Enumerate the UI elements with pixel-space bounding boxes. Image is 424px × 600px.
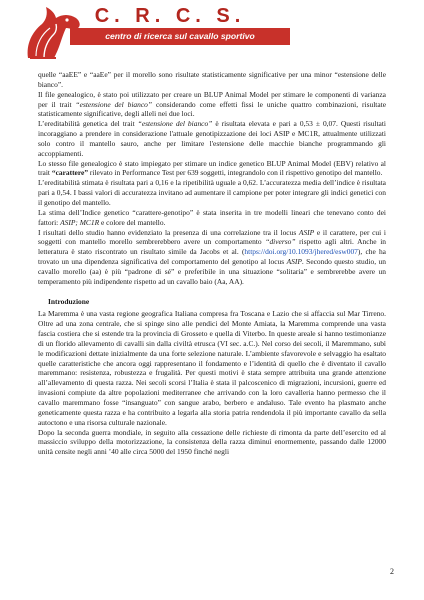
text-run: considerando come effetti fissi le uniche quattro combinazioni, risultate statisticamente significative, degli alleli nei due loci. bbox=[38, 99, 386, 119]
text-run: “carattere” bbox=[51, 168, 89, 178]
section-heading bbox=[48, 297, 386, 307]
text-run: . Secondo questo studio, un cavallo morello (aa) è più “padrone di sé” e preferibile in una situazione “solitaria” e sembrerebbe avere un temperamento più indipendente rispetto ad un cavallo baio (Aa, AA). bbox=[38, 257, 386, 286]
doi-link[interactable]: https://doi.org/10.1093/jhered/esw007 bbox=[244, 247, 358, 257]
text-run: e il carattere, per cui i soggetti con mantello morello sembrerebbero avere un comportamento bbox=[38, 227, 386, 247]
text-run: ), che ha trovato un una dipendenza significativa del comportamento del genotipo al locus bbox=[38, 247, 386, 267]
text-run: rispetto agli altri. Anche in letteratura è stato riscontrato un risultato simile da Jacobs et al. ( bbox=[38, 237, 386, 257]
text-run: “estensione del bianco” bbox=[75, 99, 153, 109]
body-paragraph bbox=[38, 208, 386, 228]
text-run: e colore del mantello. bbox=[99, 217, 166, 227]
text-run: ASIP; MC1R bbox=[60, 217, 100, 227]
body-paragraph bbox=[38, 90, 386, 120]
text-run: Lo stesso file genealogico è stato impiegato per stimare un indice genetico BLUP Animal Model (EBV) relativo al trait bbox=[38, 158, 386, 178]
page-number: 2 bbox=[390, 567, 394, 576]
body-paragraph bbox=[38, 228, 386, 287]
text-run: L’ereditabilità stimata è risultata pari a 0,16 e la ripetibilità uguale a 0,62. L’accuratezza media dell’indice è risultata pari a 0,54. I bassi valori di accuratezza invitano ad aumentare il campione per poter integrare gli indici genetici con il genotipo del mantello. bbox=[38, 178, 386, 207]
text-run: La Maremma è una vasta regione geografica Italiana compresa fra Toscana e Lazio che si affaccia sul Mar Tirreno. Oltre ad una zona centrale, che si spinge sino alle pendici del Monte Amiata, la Maremma comprende una vasta fascia costiera che si estende tra la provincia di Grosseto e quella di Viterbo. In queste areale si hanno testimonianze di un florido allevamento di cavalli sin dalla civiltà etrusca (VI sec. a.C.). Nel corso dei secoli, il Maremmano, subì le modificazioni dettate inizialmente da una forte selezione naturale. L’ambiente sfavorevole e selvaggio ha esaltato quelle caratteristiche che ancora oggi rappresentano il fondamento e l’identità di quello che è diventato il cavallo maremmano: resistenza, robustezza e frugalità. Per questi motivi è stata sempre attribuita una grande attenzione all’allevamento di questa razza. Nei secoli scorsi l’Italia è stata il palcoscenico di migrazioni, incursioni, guerre ed invasioni compiute da altre popolazioni mediterranee che arrivando con la loro cavalleria hanno permesso che il cavallo maremmano fosse “insanguato” con sangue arabo, berbero e andaluso. Tale evento ha plasmato anche geneticamente questa razza e ha contribuito a legarla alla storia patria rendendola il più importante cavallo da sella autoctono e una risorsa culturale nazionale. bbox=[38, 309, 386, 427]
text-run: ASIP bbox=[298, 227, 315, 237]
body-paragraph bbox=[38, 70, 386, 90]
page-header bbox=[22, 4, 402, 62]
text-run: Introduzione bbox=[48, 296, 90, 306]
text-run: “estensione del bianco” bbox=[137, 119, 213, 129]
text-run: è risultata elevata e pari a 0,53 ± 0,07. Questi risultati incoraggiano a prendere in considerazione l'attuale genotipizzazione dei loci ASIP e MC1R, attualmente utilizzati solo contro il mantello sauro, anche per limitare l'estensione delle macchie bianche programmando gli accoppiamenti. bbox=[38, 119, 386, 158]
text-run: Il file genealogico, è stato poi utilizzato per creare un BLUP Animal Model per stimare le componenti di varianza per il trait bbox=[38, 89, 386, 109]
text-run: “diverso” bbox=[265, 237, 296, 247]
body-paragraph bbox=[38, 309, 386, 427]
document-body bbox=[38, 70, 386, 457]
text-run: quelle “aaEE” e “aaEe” per il morello sono risultate statisticamente significative per una minor “estensione delle bianco”. bbox=[38, 70, 386, 89]
brand-subtitle: centro di ricerca sul cavallo sportivo bbox=[70, 28, 290, 45]
text-run: rilevato in Performance Test per 639 soggetti, integrandolo con il rispettivo genotipo del mantello. bbox=[88, 168, 383, 178]
body-paragraph bbox=[38, 178, 386, 208]
text-run: I risultati dello studio hanno evidenziato la presenza di una correlazione tra il locus bbox=[38, 227, 299, 237]
brand-title: C. R. C. S. bbox=[94, 5, 246, 27]
body-paragraph bbox=[38, 119, 386, 158]
text-run: ASIP bbox=[286, 257, 302, 267]
body-paragraph bbox=[38, 428, 386, 458]
body-paragraph bbox=[38, 159, 386, 179]
text-run: Dopo la seconda guerra mondiale, in seguito alla cessazione delle richieste di rimonta da parte dell’esercito ed al massiccio sviluppo della motorizzazione, la consistenza della razza diminuì enormemente, passando dalle 12000 unità censite negli anni ’40 alle circa 5000 del 1950 finché negli bbox=[38, 427, 386, 457]
text-run: La stima dell’Indice genetico “carattere-genotipo” è stata inserita in tre modelli lineari che tenevano conto dei fattori: bbox=[38, 207, 386, 227]
text-run: L’ereditabilità genetica del trait bbox=[38, 119, 138, 129]
